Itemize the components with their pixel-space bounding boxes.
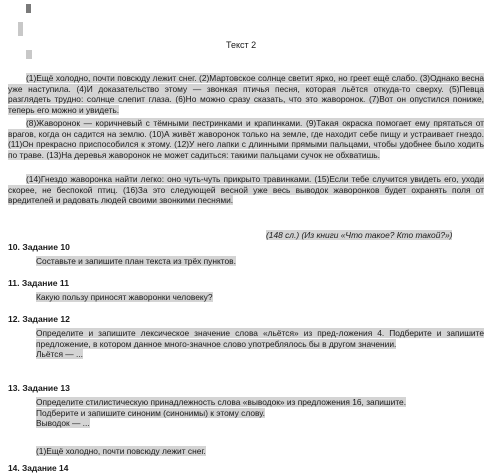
task-line: Подберите и запишите синоним (синонимы) к этому слову. <box>36 407 265 418</box>
source-text: (148 сл.) (Из книги «Что такое? Кто такой?») <box>266 230 453 240</box>
task-11-body <box>36 292 484 303</box>
task-13-body <box>36 397 484 429</box>
task-line: Льётся — ... <box>36 349 83 360</box>
text-paragraph-2 <box>8 118 484 160</box>
footer-text: (1)Ещё холодно, почти повсюду лежит снег. <box>36 446 206 456</box>
decor-bar <box>18 22 23 36</box>
task-line: Какую пользу приносят жаворонки человеку? <box>36 292 213 302</box>
paragraph-text: (8)Жаворонок — коричневый с тёмными пестринками и крапинками. (9)Такая окраска помогает ему прятаться от врагов, когда он садится на землю. (10)А живёт жаворонок только на земле, где находит себе пищу и устраивает гнездо. (11)Он прекрасно приспособился к этому. (12)У него лапки с длинными прямыми пальцами, чтобы удобнее было ходить по траве. (13)На деревья жаворонок не может садиться: такими пальцами сучок не обхватишь. <box>8 118 484 160</box>
text-source <box>266 230 452 241</box>
task-12-body <box>36 328 484 360</box>
decor-bar <box>26 4 31 13</box>
task-line: Выводок — ... <box>36 418 90 429</box>
page-title <box>226 40 256 51</box>
decor-bar <box>26 50 32 59</box>
task-13-title <box>8 383 70 394</box>
task-line: Определите стилистическую принадлежность слова «выводок» из предложения 16, запишите. <box>36 397 407 407</box>
task-10-body <box>36 256 484 267</box>
task-title-text: 12. Задание 12 <box>8 314 70 324</box>
task-title-text: 11. Задание 11 <box>8 278 69 288</box>
paragraph-text: (1)Ещё холодно, почти повсюду лежит снег. (2)Мартовское солнце светит ярко, но греет ещё слабо. (3)Однако весна уже наступила. (4)И доказательство этому — звонкая птичья песня, которая льётся откуда-то сверху. (5)Певца разглядеть трудно: солнце слепит глаза. (6)Но можно сразу сказать, что это жаворонок. (7)Вот он опустился пониже, теперь его можно и увидеть. <box>8 73 484 115</box>
task-11-title <box>8 278 69 289</box>
footer-cut-title <box>8 463 68 474</box>
task-title-text: 10. Задание 10 <box>8 242 70 252</box>
task-12-title <box>8 314 70 325</box>
task-10-title <box>8 242 70 253</box>
text-paragraph-3 <box>8 174 484 206</box>
task-line: Составьте и запишите план текста из трёх пунктов. <box>36 256 236 266</box>
task-line: Определите и запишите лексическое значение слова «льётся» из пред-ложения 4. Подберите и запишите предложение, в котором данное много-значное слово употреблялось бы в другом значении. <box>36 328 484 349</box>
text-paragraph-1 <box>8 73 484 115</box>
page-title-text: Текст 2 <box>226 40 257 50</box>
footer-title-text: 14. Задание 14 <box>8 463 69 473</box>
paragraph-text: (14)Гнездо жаворонка найти легко: оно чуть-чуть прикрыто травинками. (15)Если тебе случится увидеть его, уходи скорее, не беспокой птиц. (16)За это следующей весной уже весь выводок жаворонков будет охранять поля от вредителей и радовать людей своими звонкими песнями. <box>8 174 484 206</box>
footer-repeat-line <box>36 446 206 457</box>
task-title-text: 13. Задание 13 <box>8 383 70 393</box>
